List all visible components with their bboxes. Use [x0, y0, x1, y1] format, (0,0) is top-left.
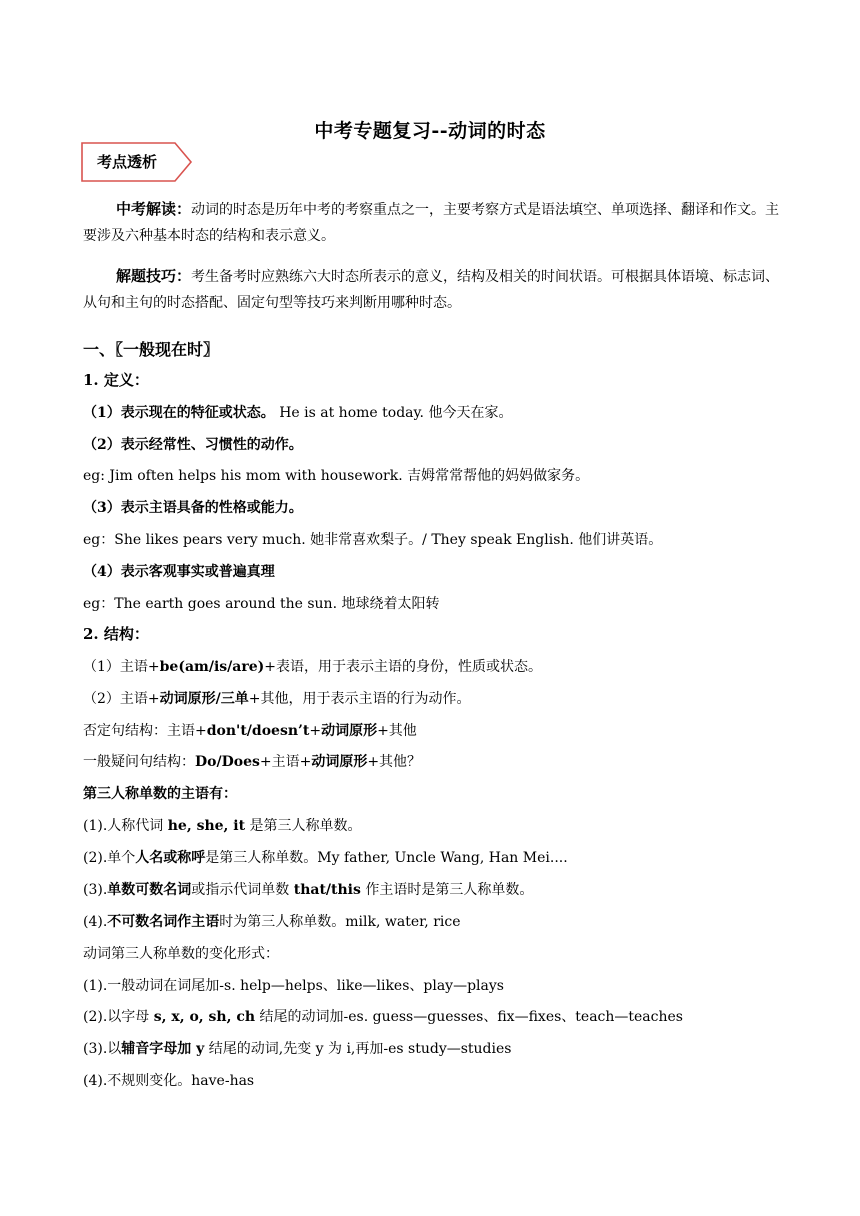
structure-2: [83, 688, 471, 708]
intro-lead-1: 中考解读：: [116, 200, 192, 218]
question-d: 动词原形: [311, 754, 368, 770]
question-structure: [83, 751, 421, 771]
third-4-b: 不可数名词作主语: [107, 914, 220, 930]
change-3-a: (3).以: [83, 1041, 122, 1057]
intro-lead-2: 解题技巧：: [116, 267, 192, 285]
definition-2-example: eg: Jim often helps his mom with housework. 吉姆常常帮他的妈妈做家务。: [83, 468, 590, 484]
change-heading: 动词第三人称单数的变化形式：: [83, 946, 279, 962]
change-2: [83, 1006, 683, 1026]
third-4-c: 时为第三人称单数。milk, water, rice: [219, 914, 461, 930]
question-a: 一般疑问句结构：: [83, 754, 195, 770]
structure-1-c: +表语，用于表示主语的身份，性质或状态。: [264, 659, 542, 675]
negative-e: +其他: [377, 723, 417, 739]
third-3-a: (3).: [83, 882, 108, 898]
change-2-a: (2).以字母: [83, 1009, 154, 1025]
third-3-d: that/this: [293, 882, 361, 898]
change-3: [83, 1038, 511, 1058]
third-3-b: 单数可数名词: [107, 882, 192, 898]
definition-4-example: eg：The earth goes around the sun. 地球绕着太阳转: [83, 596, 440, 612]
definition-1: [83, 402, 512, 422]
definition-2-label: （2）表示经常性、习惯性的动作。: [83, 437, 303, 453]
structure-2-c: +其他，用于表示主语的行为动作。: [248, 691, 471, 707]
definition-3-example: eg：She likes pears very much. 她非常喜欢梨子。/ They speak English. 他们讲英语。: [83, 532, 663, 548]
intro-paragraph-2: [83, 263, 783, 316]
third-2-c: 是第三人称单数。My father, Uncle Wang, Han Mei....: [205, 850, 568, 866]
structure-2-b: 动词原形/三单: [159, 691, 249, 707]
structure-2-a: （2）主语+: [83, 691, 160, 707]
intro-text-1: 动词的时态是历年中考的考察重点之一，主要考察方式是语法填空、单项选择、翻译和作文。主要涉及六种基本时态的结构和表示意义。: [83, 202, 780, 244]
structure-1-b: be(am/is/are): [159, 659, 265, 675]
third-4-a: (4).: [83, 914, 108, 930]
change-3-b: 辅音字母加 y: [121, 1041, 205, 1057]
third-person-2: [83, 847, 568, 867]
section-tag: [81, 142, 193, 182]
negative-d: 动词原形: [321, 723, 378, 739]
page-title: 中考专题复习--动词的时态: [314, 120, 546, 142]
third-3-c: 或指示代词单数: [191, 882, 294, 898]
change-3-c: 结尾的动词,先变 y 为 i,再加-es study—studies: [204, 1041, 512, 1057]
intro-text-2: 考生备考时应熟练六大时态所表示的意义，结构及相关的时间状语。可根据具体语境、标志词、从句和主句的时态搭配、固定句型等技巧来判断用哪种时态。: [83, 269, 780, 311]
definition-3-label: （3）表示主语具备的性格或能力。: [83, 500, 303, 516]
intro-paragraph-1: [83, 196, 783, 249]
third-3-e: 作主语时是第三人称单数。: [360, 882, 534, 898]
question-c: +主语+: [259, 754, 312, 770]
definition-1-label: （1）表示现在的特征或状态。: [83, 405, 275, 421]
definition-4-label: （4）表示客观事实或普遍真理: [83, 564, 275, 580]
negative-a: 否定句结构：主语+: [83, 723, 207, 739]
tag-label: 考点透析: [97, 153, 158, 171]
section-heading: 一、〖一般现在时〗: [83, 340, 220, 359]
definition-heading: 1. 定义：: [83, 371, 149, 389]
question-b: Do/Does: [195, 754, 260, 770]
third-1-b: he, she, it: [167, 818, 246, 834]
negative-c: +: [309, 723, 322, 739]
change-2-c: 结尾的动词加-es. guess—guesses、fix—fixes、teach—teaches: [255, 1009, 683, 1025]
negative-b: don't/doesn’t: [206, 723, 310, 739]
third-person-heading: 第三人称单数的主语有：: [83, 786, 237, 802]
change-1: (1).一般动词在词尾加-s. help—helps、like—likes、play—plays: [83, 978, 504, 994]
third-person-3: [83, 879, 533, 899]
change-4: (4).不规则变化。have-has: [83, 1073, 255, 1089]
change-2-b: s, x, o, sh, ch: [153, 1009, 256, 1025]
third-person-1: [83, 815, 362, 835]
third-1-a: (1).人称代词: [83, 818, 168, 834]
structure-1-a: （1）主语+: [83, 659, 160, 675]
structure-1: [83, 656, 542, 676]
third-2-a: (2).单个: [83, 850, 136, 866]
question-e: +其他？: [367, 754, 422, 770]
definition-1-example: He is at home today. 他今天在家。: [274, 405, 513, 421]
negative-structure: [83, 720, 417, 740]
third-person-4: [83, 911, 461, 931]
third-1-c: 是第三人称单数。: [245, 818, 362, 834]
structure-heading: 2. 结构：: [83, 625, 149, 643]
third-2-b: 人名或称呼: [135, 850, 206, 866]
